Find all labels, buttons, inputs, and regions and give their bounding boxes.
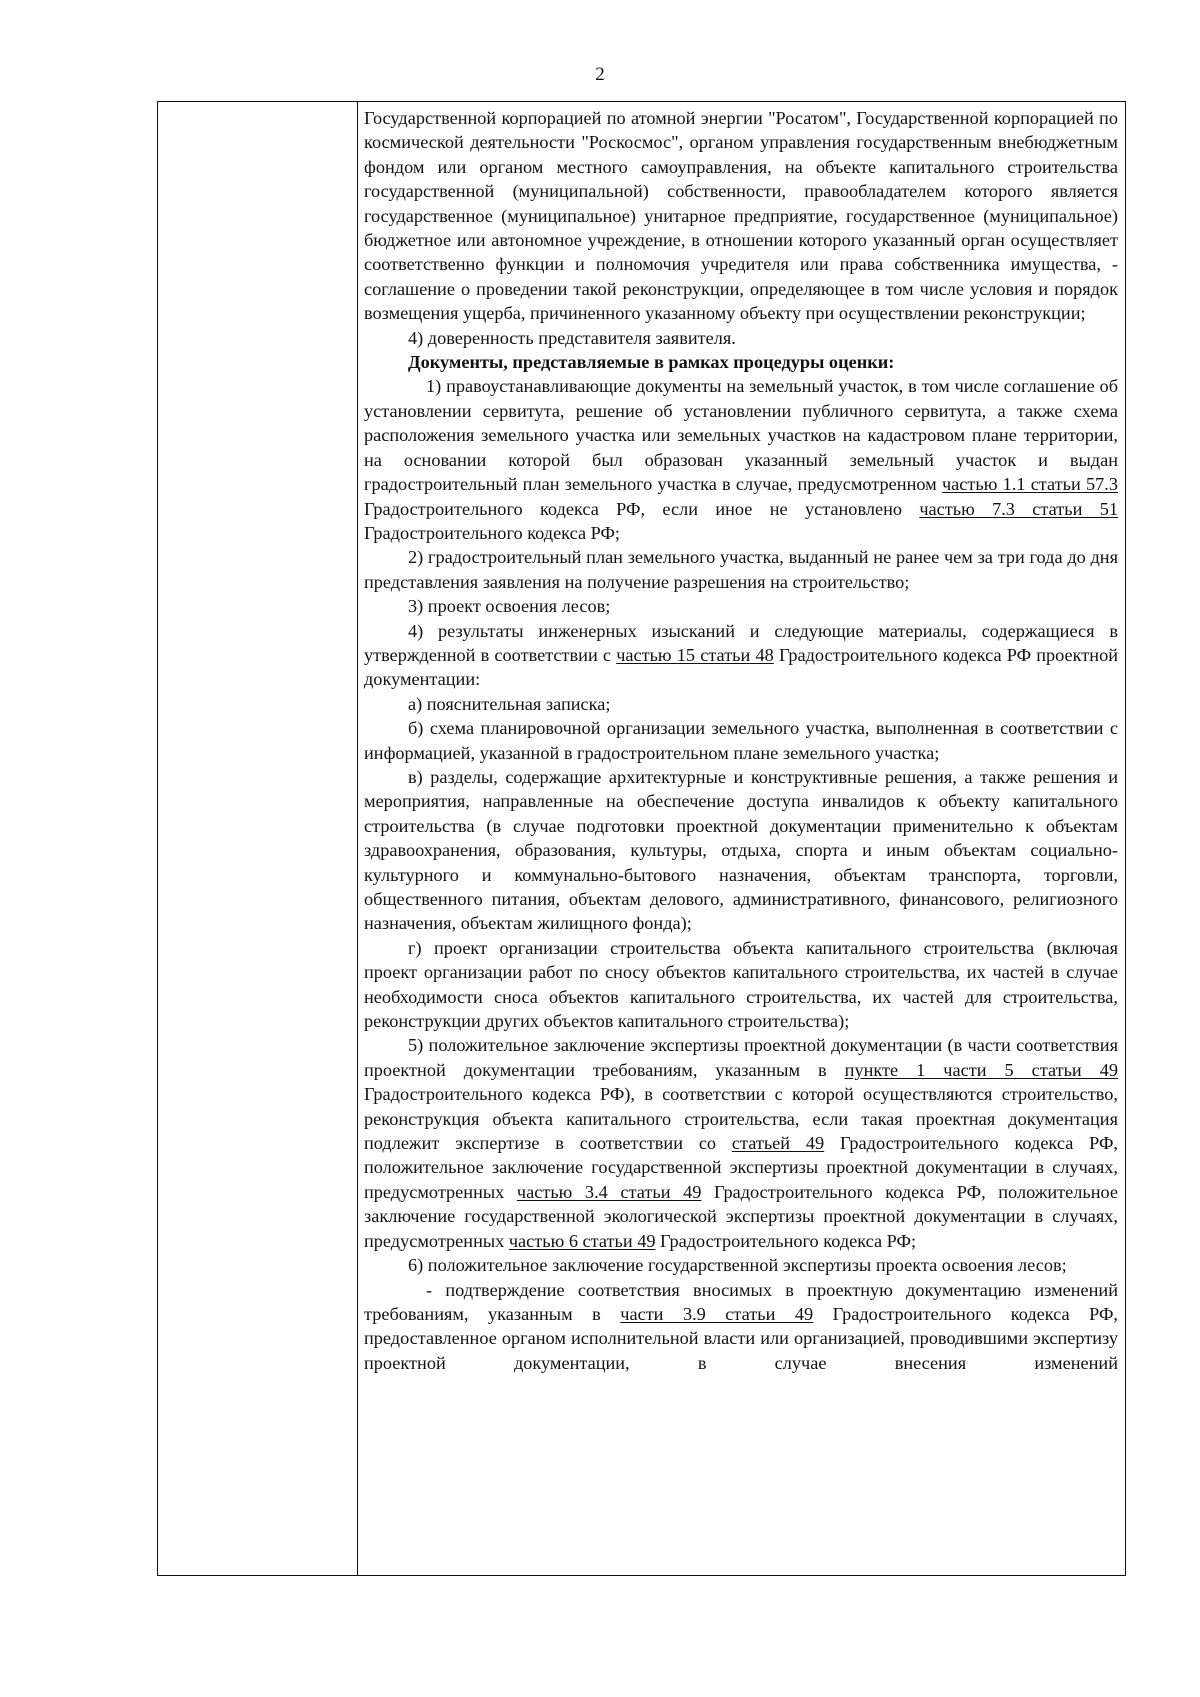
- paragraph: 2) градостроительный план земельного участка, выданный не ранее чем за три года до дня представления заявления на получение разрешения на строительство;: [364, 547, 1118, 592]
- document-table: [157, 101, 1126, 1576]
- paragraph: 4) доверенность представителя заявителя.: [408, 327, 736, 348]
- table-text-cell: [364, 106, 1118, 1375]
- paragraph: Документы, представляемые в рамках процедуры оценки:: [408, 352, 895, 373]
- paragraph: а) пояснительная записка;: [408, 693, 611, 714]
- paragraph: 3) проект освоения лесов;: [408, 596, 611, 617]
- paragraph: 5) положительное заключение экспертизы проектной документации (в части соответствия проектной документации требованиям, указанным в пункте 1 части 5 статьи 49 Градостроительного кодекса РФ), в соответствии с которой осуществляются строительство, реконструкция объекта капитального строительства, если такая проектная документация подлежит экспертизе в соответствии со статьей 49 Градостроительного кодекса РФ, положительное заключение государственной экспертизы проектной документации в случаях, предусмотренных частью 3.4 статьи 49 Градостроительного кодекса РФ, положительное заключение государственной экологической экспертизы проектной документации в случаях, предусмотренных частью 6 статьи 49 Градостроительного кодекса РФ;: [364, 1035, 1118, 1251]
- law-reference-link[interactable]: статьей 49: [731, 1133, 825, 1154]
- paragraph: б) схема планировочной организации земельного участка, выполненная в соответствии с информацией, указанной в градостроительном плане земельного участка;: [364, 718, 1118, 763]
- law-reference-link[interactable]: частью 7.3 статьи 51: [919, 498, 1118, 519]
- paragraph: - подтверждение соответствия вносимых в проектную документацию изменений требованиям, указанным в части 3.9 статьи 49 Градостроительного кодекса РФ, предоставленное органом исполнительной власти или организацией, проводившими экспертизу проектной документации, в случае внесения изменений: [364, 1279, 1118, 1373]
- paragraph: 1) правоустанавливающие документы на земельный участок, в том числе соглашение об установлении сервитута, решение об установлении публичного сервитута, а также схема расположения земельного участка или земельных участков на кадастровом плане территории, на основании которой был образован указанный земельный участок и выдан градостроительный план земельного участка в случае, предусмотренном частью 1.1 статьи 57.3 Градостроительного кодекса РФ, если иное не установлено частью 7.3 статьи 51 Градостроительного кодекса РФ;: [364, 376, 1118, 543]
- law-reference-link[interactable]: частью 15 статьи 48: [616, 644, 774, 665]
- paragraph: г) проект организации строительства объекта капитального строительства (включая проект организации работ по сносу объектов капитального строительства, их частей в случае необходимости сноса объектов капитального строительства, их частей для строительства, реконструкции других объектов капитального строительства);: [364, 937, 1118, 1032]
- law-reference-link[interactable]: пункте 1 части 5 статьи 49: [844, 1059, 1118, 1080]
- paragraph: в) разделы, содержащие архитектурные и конструктивные решения, а также решения и мероприятия, направленные на обеспечение доступа инвалидов к объекту капитального строительства (в случае подготовки проектной документации применительно к объектам здравоохранения, образования, культуры, отдыха, спорта и иным объектам социально-культурного и коммунально-бытового назначения, объектам транспорта, торговли, общественного питания, объектам делового, административного, финансового, религиозного назначения, объектам жилищного фонда);: [364, 766, 1118, 934]
- law-reference-link[interactable]: частью 6 статьи 49: [508, 1230, 656, 1251]
- law-reference-link[interactable]: частью 3.4 статьи 49: [516, 1181, 702, 1202]
- page-number: 2: [595, 64, 605, 85]
- paragraph: 6) положительное заключение государственной экспертизы проекта освоения лесов;: [408, 1255, 1067, 1276]
- law-reference-link[interactable]: частью 1.1 статьи 57.3: [941, 474, 1118, 495]
- paragraph: Государственной корпорацией по атомной энергии "Росатом", Государственной корпорацией по космической деятельности "Роскосмос", органом управления государственным внебюджетным фондом или органом местного самоуправления, на объекте капитального строительства государственной (муниципальной) собственности, правообладателем которого является государственное (муниципальное) унитарное предприятие, государственное (муниципальное) бюджетное или автономное учреждение, в отношении которого указанный орган осуществляет соответственно функции и полномочия учредителя или права собственника имущества, - соглашение о проведении такой реконструкции, определяющее в том числе условия и порядок возмещения ущерба, причиненного указанному объекту при осуществлении реконструкции;: [364, 108, 1118, 324]
- paragraph: 4) результаты инженерных изысканий и следующие материалы, содержащиеся в утвержденной в соответствии с частью 15 статьи 48 Градостроительного кодекса РФ проектной документации:: [364, 620, 1118, 690]
- column-divider: [357, 102, 358, 1575]
- law-reference-link[interactable]: части 3.9 статьи 49: [620, 1303, 814, 1324]
